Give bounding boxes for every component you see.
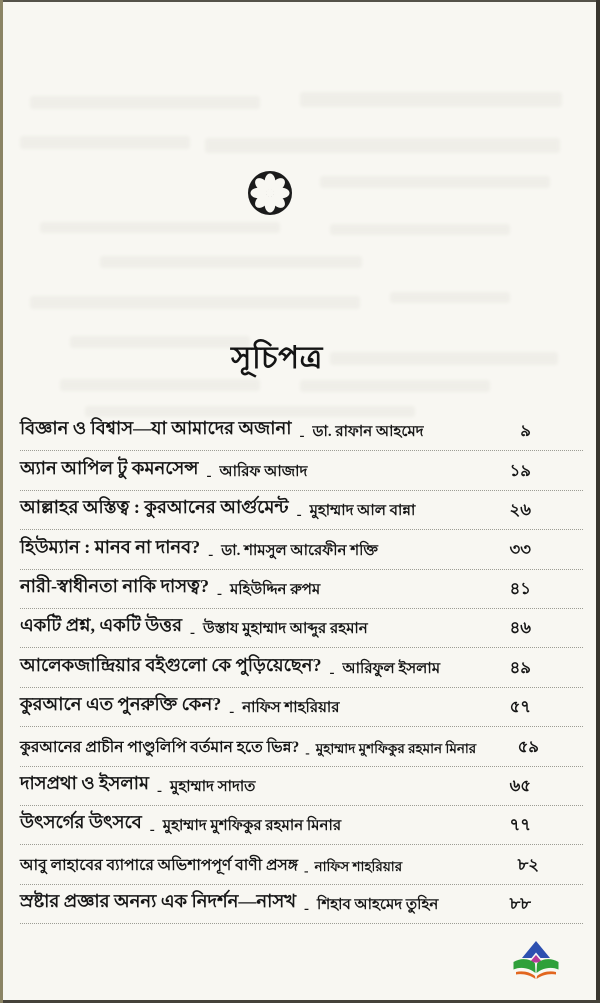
bleed-through-artifact xyxy=(205,138,560,153)
entry-author: আরিফ আজাদ xyxy=(219,463,308,480)
title-author-separator: - xyxy=(299,428,305,445)
entry-author: মহিউদ্দিন রুপম xyxy=(229,581,321,598)
toc-entry xyxy=(20,767,583,806)
toc-entry xyxy=(20,648,583,687)
entry-title: কুরআনে এত পুনরুক্তি কেন? xyxy=(20,694,222,715)
bleed-through-artifact xyxy=(330,224,510,235)
entry-author: মুহাম্মাদ মুশফিকুর রহমান মিনার xyxy=(315,740,477,756)
toc-entry xyxy=(20,451,583,490)
entry-title: হিউম্যান : মানব না দানব? xyxy=(20,536,201,557)
bleed-through-artifact xyxy=(300,92,562,107)
bleed-through-artifact xyxy=(20,136,190,149)
entry-page-number: ২৬ xyxy=(509,500,531,520)
entry-title: কুরআনের প্রাচীন পাণ্ডুলিপি বর্তমান হতে ভিন্ন? xyxy=(20,738,300,756)
scan-edge-top xyxy=(0,0,600,2)
bleed-through-artifact xyxy=(40,222,280,233)
publisher-logo-icon xyxy=(512,940,560,982)
title-author-separator: - xyxy=(329,664,335,681)
entry-page-number: ৪৯ xyxy=(509,657,531,677)
entry-title: আলেকজান্দ্রিয়ার বইগুলো কে পুড়িয়েছেন? xyxy=(20,654,322,675)
scan-edge-left xyxy=(0,0,3,1003)
bleed-through-artifact xyxy=(30,296,360,309)
scan-edge-right xyxy=(596,0,600,1003)
entry-page-number: ৪৬ xyxy=(509,618,531,638)
entry-title: আবু লাহাবের ব্যাপারে অভিশাপপূর্ণ বাণী প্রসঙ্গ xyxy=(20,856,299,874)
title-author-separator: - xyxy=(296,507,302,524)
bleed-through-artifact xyxy=(320,176,550,188)
entry-author: ডা. রাফান আহমেদ xyxy=(312,424,424,441)
title-author-separator: - xyxy=(216,585,222,602)
bleed-through-artifact xyxy=(100,256,362,268)
entry-page-number: ১৯ xyxy=(509,460,531,480)
toc-entry xyxy=(20,806,583,845)
toc-entry xyxy=(20,491,583,530)
entry-author: নাফিস শাহরিয়ার xyxy=(242,700,340,717)
entry-title: উৎসর্গের উৎসবে xyxy=(20,812,142,833)
toc-entry xyxy=(20,845,583,884)
toc-entry xyxy=(20,530,583,569)
entry-title: দাসপ্রথা ও ইসলাম xyxy=(20,772,150,793)
entry-author: উস্তায মুহাম্মাদ আব্দুর রহমান xyxy=(203,621,368,638)
title-author-separator: - xyxy=(304,901,310,918)
bleed-through-artifact xyxy=(390,292,510,303)
entry-author: আরিফুল ইসলাম xyxy=(342,660,441,677)
title-author-separator: - xyxy=(149,822,155,839)
entry-page-number: ৬৫ xyxy=(509,775,531,795)
toc-entry xyxy=(20,727,583,766)
title-author-separator: - xyxy=(229,704,235,721)
entry-page-number: ৯ xyxy=(520,421,531,441)
title-author-separator: - xyxy=(305,744,310,760)
page-title: সূচিপত্র xyxy=(231,340,323,375)
entry-title: স্রষ্টার প্রজ্ঞার অনন্য এক নিদর্শন—নাসখ xyxy=(20,891,297,912)
toc-entry xyxy=(20,885,583,924)
toc-entry xyxy=(20,412,583,451)
entry-page-number: ৫৭ xyxy=(509,697,531,717)
flower-rosette-icon xyxy=(246,169,294,217)
entry-page-number: ৭৭ xyxy=(509,815,531,835)
entry-author: নাফিস শাহরিয়ার xyxy=(314,858,403,874)
entry-page-number: ৪১ xyxy=(509,578,531,598)
entry-author: মুহাম্মাদ আল বান্না xyxy=(309,503,416,520)
title-author-separator: - xyxy=(208,546,214,563)
entry-page-number: ৮৮ xyxy=(509,894,531,914)
entry-title: বিজ্ঞান ও বিশ্বাস—যা আমাদের অজানা xyxy=(20,418,292,439)
entry-page-number: ৮২ xyxy=(517,854,539,874)
title-author-separator: - xyxy=(157,782,163,799)
toc-list xyxy=(20,412,583,924)
entry-author: মুহাম্মাদ সাদাত xyxy=(170,778,256,795)
title-author-separator: - xyxy=(206,467,212,484)
title-author-separator: - xyxy=(304,862,309,878)
title-author-separator: - xyxy=(190,625,196,642)
entry-title: আল্লাহর অস্তিত্ব : কুরআনের আর্গুমেন্ট xyxy=(20,497,289,518)
entry-author: ডা. শামসুল আরেফীন শক্তি xyxy=(221,542,378,559)
entry-page-number: ৫৯ xyxy=(517,736,539,756)
entry-page-number: ৩৩ xyxy=(509,539,531,559)
entry-author: শিহাব আহমেদ তুহিন xyxy=(317,897,439,914)
toc-entry xyxy=(20,609,583,648)
toc-entry xyxy=(20,570,583,609)
entry-title: নারী-স্বাধীনতা নাকি দাসত্ব? xyxy=(20,575,209,596)
entry-title: একটি প্রশ্ন, একটি উত্তর xyxy=(20,615,183,636)
entry-title: অ্যান আপিল টু কমনসেন্স xyxy=(20,457,199,478)
entry-author: মুহাম্মাদ মুশফিকুর রহমান মিনার xyxy=(162,818,342,835)
bleed-through-artifact xyxy=(30,96,260,109)
toc-entry xyxy=(20,688,583,727)
